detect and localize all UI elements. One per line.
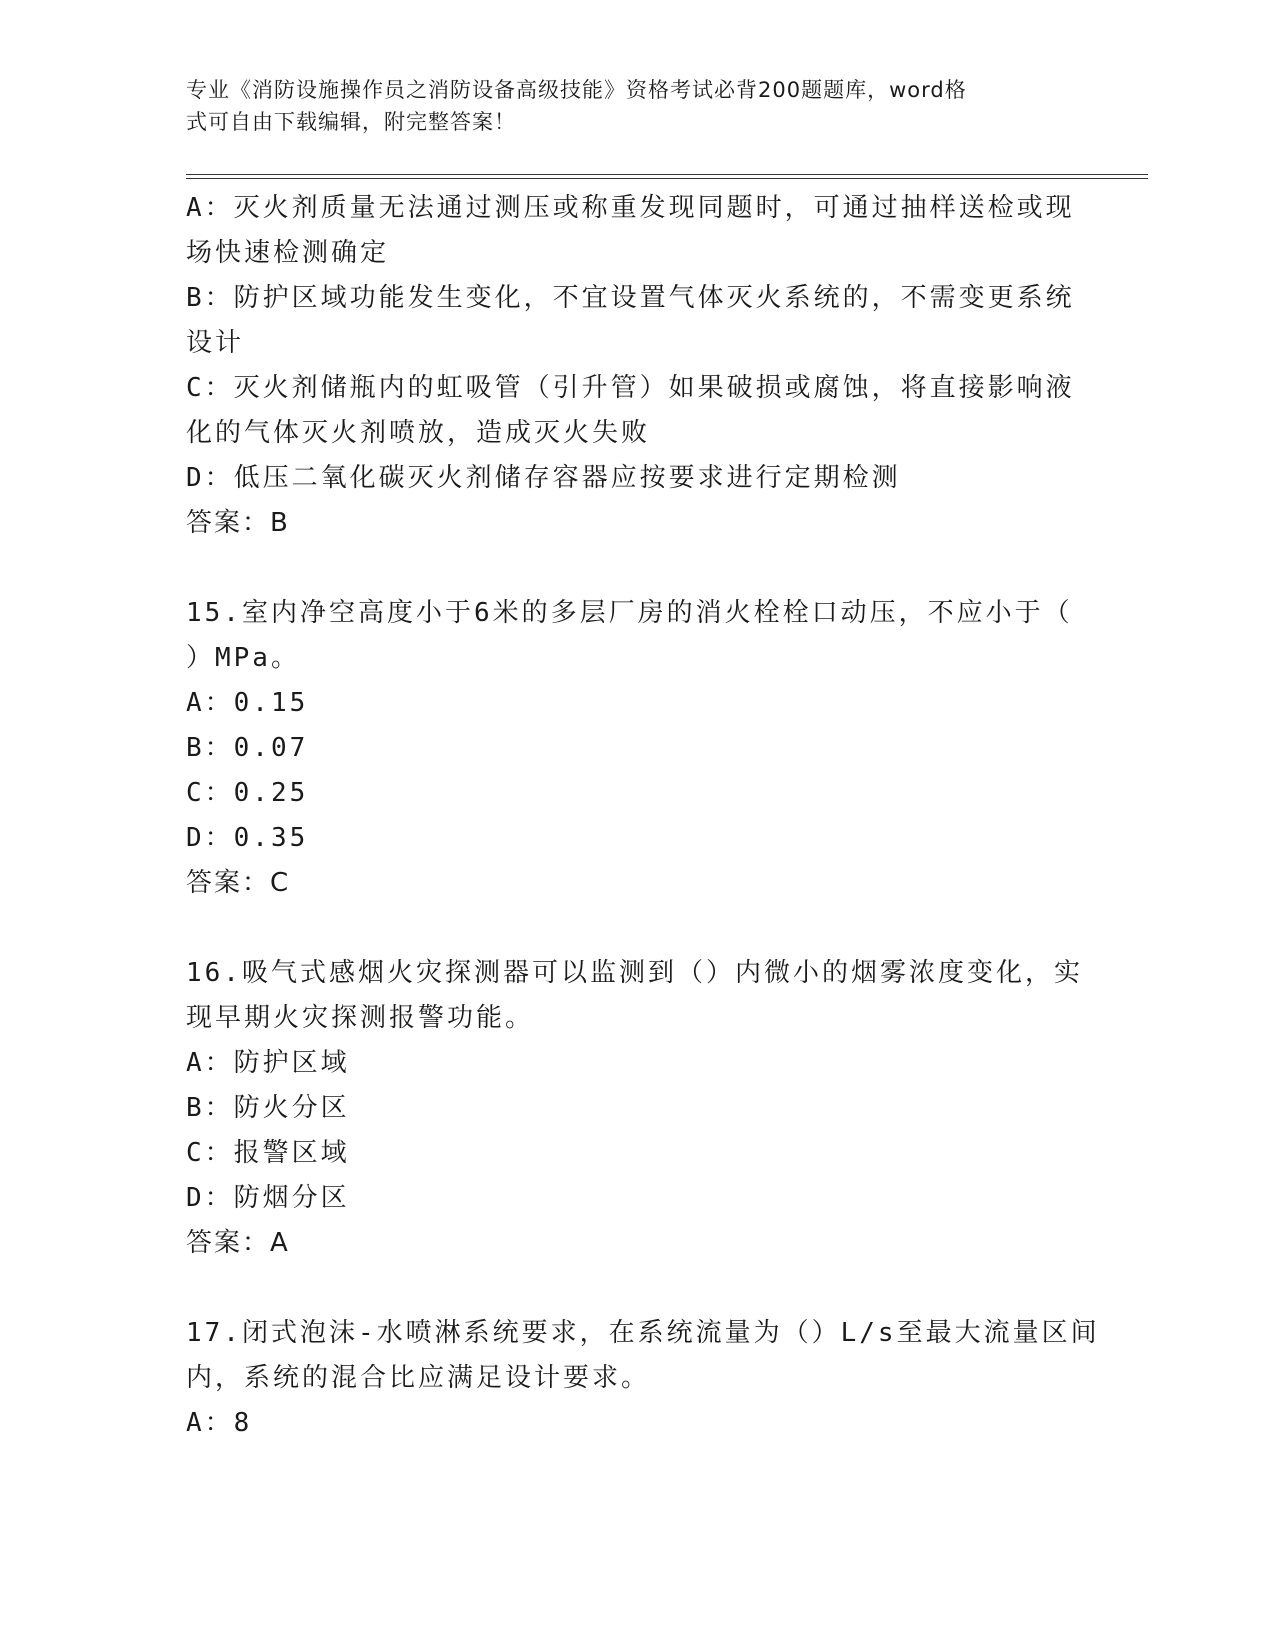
q14-option-a-line-1: A：灭火剂质量无法通过测压或称重发现同题时，可通过抽样送检或现 [186,193,1075,223]
header-line-1: 专业《消防设施操作员之消防设备高级技能》资格考试必背200题题库，word格 [186,78,967,102]
question-spacer [186,546,1086,591]
question-content [186,186,1100,1446]
question-15-block [186,591,1086,906]
q16-stem-line-1: 16.吸气式感烟火灾探测器可以监测到（）内微小的烟雾浓度变化，实 [186,958,1083,988]
q14-option-b-line-1: B：防护区域功能发生变化，不宜设置气体灭火系统的，不需变更系统 [186,283,1075,313]
q14-answer: 答案：B [186,508,290,538]
q14-option-d: D：低压二氧化碳灭火剂储存容器应按要求进行定期检测 [186,463,901,493]
q16-answer: 答案：A [186,1228,290,1258]
q14-option-c-line-2: 化的气体灭火剂喷放，造成灭火失败 [186,418,651,448]
q14-option-b-line-2: 设计 [186,328,245,358]
q17-stem-line-1: 17.闭式泡沫-水喷淋系统要求，在系统流量为（）L/s至最大流量区间 [186,1318,1100,1348]
q15-option-c: C：0.25 [186,778,309,808]
question-17-block [186,1311,1100,1446]
question-spacer [186,1266,1086,1311]
q15-option-a: A：0.15 [186,688,309,718]
question-14-block [186,186,1086,546]
q16-option-b: B：防火分区 [186,1093,350,1123]
q15-option-d: D：0.35 [186,823,309,853]
q16-stem-line-2: 现早期火灾探测报警功能。 [186,1003,535,1033]
q15-stem-line-1: 15.室内净空高度小于6米的多层厂房的消火栓栓口动压，不应小于（ [186,598,1073,628]
header-divider [186,174,1148,179]
q14-option-a-line-2: 场快速检测确定 [186,238,390,268]
document-header [186,74,1066,138]
q16-option-d: D：防烟分区 [186,1183,350,1213]
question-16-block [186,951,1086,1266]
q16-option-a: A：防护区域 [186,1048,350,1078]
question-spacer [186,906,1086,951]
q16-option-c: C：报警区域 [186,1138,350,1168]
q14-option-c-line-1: C：灭火剂储瓶内的虹吸管（引升管）如果破损或腐蚀，将直接影响液 [186,373,1075,403]
q15-option-b: B：0.07 [186,733,309,763]
header-line-2: 式可自由下载编辑，附完整答案！ [186,110,516,134]
q15-answer: 答案：C [186,868,291,898]
q15-stem-line-2: ）MPa。 [186,643,300,673]
q17-stem-line-2: 内，系统的混合比应满足设计要求。 [186,1363,651,1393]
q17-option-a: A：8 [186,1408,253,1438]
